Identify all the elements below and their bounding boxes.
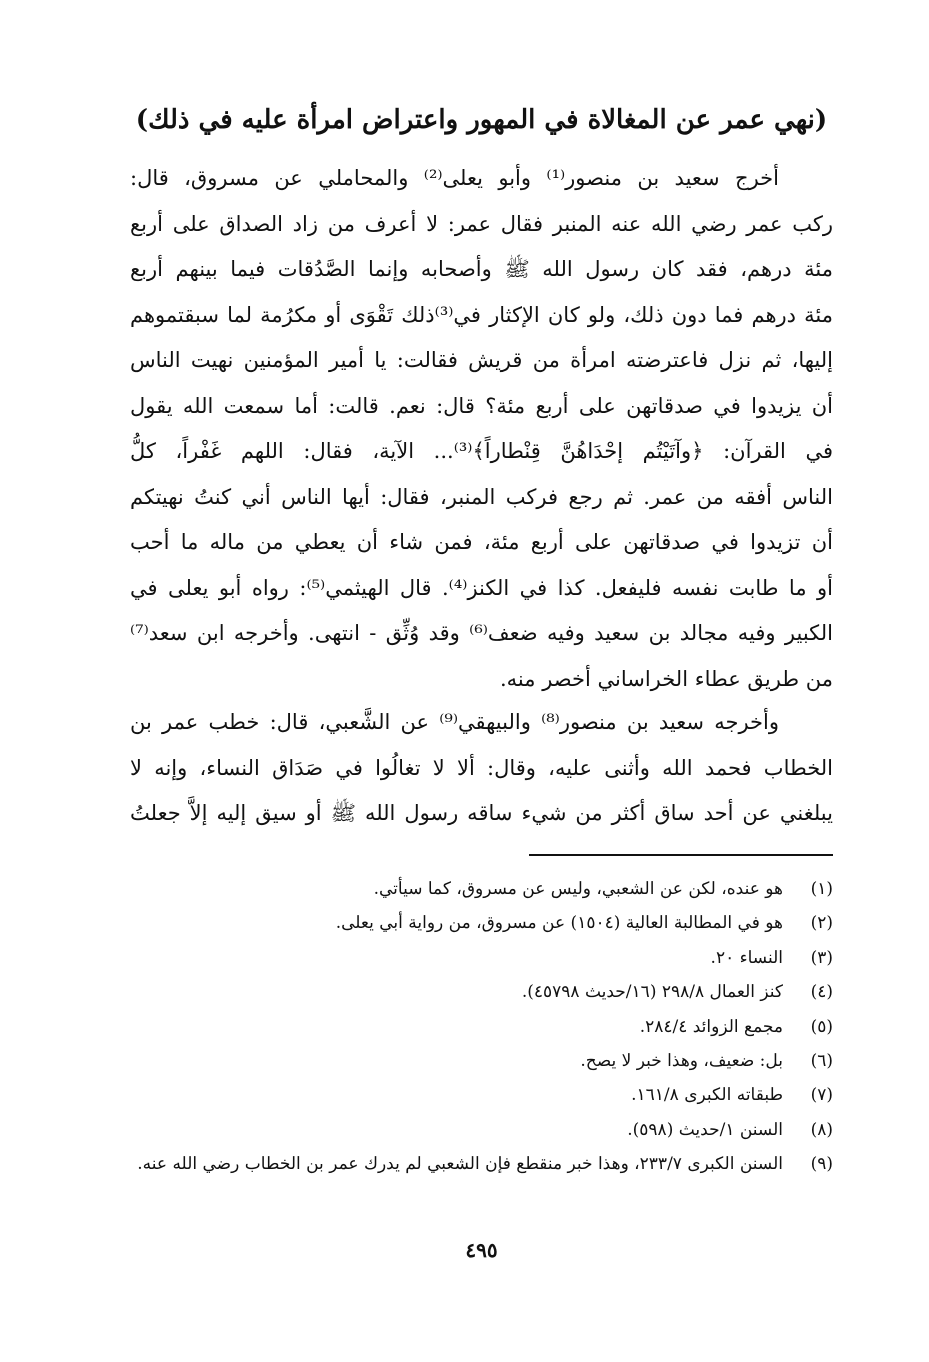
- text-line: الكبير وفيه مجالد بن سعيد وفيه ضعف⁽⁶⁾ وقد وُثِّق - انتهى. وأخرجه ابن سعد⁽⁷⁾: [130, 621, 833, 645]
- footnote-item: [130, 1113, 833, 1147]
- text-line: أن تزيدوا في صدقاتهن على أربع مئة، فمن شاء أن يعطي من ماله ما أحب: [130, 530, 833, 554]
- footnote-number: (٤): [810, 982, 833, 1003]
- footnote-item: [130, 941, 833, 975]
- text-line: يبلغني عن أحد ساق أكثر من شيء ساقه رسول الله ﷺ أو سيق إليه إلاَّ جعلتُ: [130, 801, 833, 825]
- footnote-item: [130, 906, 833, 940]
- text-line: مئة درهم، فقد كان رسول الله ﷺ وأصحابه وإنما الصَّدُقات فيما بينهم أربع: [130, 257, 833, 281]
- footnote-number: (٩): [810, 1154, 833, 1175]
- page-number: ٤٩٥: [465, 1238, 498, 1262]
- footnote-item: [130, 872, 833, 906]
- footnote-text: السنن ١/حديث (٥٩٨).: [627, 1119, 783, 1140]
- text-line: إليها، ثم نزل فاعترضته امرأة من قريش فقالت: يا أمير المؤمنين نهيت الناس: [130, 348, 833, 372]
- section-heading: (نهي عمر عن المغالاة في المهور واعتراض امرأة عليه في ذلك): [135, 105, 828, 135]
- footnote-divider: [529, 854, 833, 856]
- text-line: من طريق عطاء الخراساني أخصر منه.: [500, 666, 833, 691]
- footnote-item: [130, 1044, 833, 1078]
- footnote-text: مجمع الزوائد ٢٨٤/٤.: [639, 1016, 783, 1037]
- footnote-text: بل: ضعيف، وهذا خبر لا يصح.: [580, 1050, 783, 1071]
- text-line: مئة درهم فما دون ذلك، ولو كان الإكثار في⁽³⁾ذلك تَقْوَى أو مكرُمة لما سبقتموهم: [130, 302, 833, 327]
- footnote-number: (٦): [810, 1050, 833, 1071]
- text-line: الناس أفقه من عمر. ثم رجع فركب المنبر، فقال: أيها الناس أني كنتُ نهيتكم: [130, 484, 833, 509]
- book-page: [130, 0, 833, 1362]
- paragraph-1: [130, 156, 833, 702]
- footnote-number: (٥): [810, 1016, 833, 1037]
- footnote-number: (١): [810, 879, 833, 899]
- footnote-item: [130, 1078, 833, 1112]
- footnote-item: [130, 975, 833, 1009]
- text-line: الخطاب فحمد الله وأثنى عليه، وقال: ألا لا تغالُوا في صَدَاق النساء، وإنه لا: [130, 755, 833, 780]
- footnote-number: (٧): [810, 1085, 833, 1106]
- footnote-text: هو عنده، لكن عن الشعبي، وليس عن مسروق، كما سيأتي.: [373, 879, 783, 899]
- footnote-text: طبقاته الكبرى ١٦١/٨.: [631, 1085, 783, 1106]
- text-line: أخرج سعيد بن منصور⁽¹⁾ وأبو يعلى⁽²⁾ والمحاملي عن مسروق، قال:: [130, 166, 779, 190]
- paragraph-2: [130, 700, 833, 837]
- footnote-text: هو في المطالبة العالية (١٥٠٤) عن مسروق، من رواية أبي يعلى.: [335, 913, 783, 934]
- footnote-number: (٣): [810, 947, 833, 968]
- text-line: في القرآن: ﴿وآتَيْتُم إحْدَاهُنَّ قِنْطاراً﴾⁽³⁾... الآية، فقال: اللهم غَفْراً، كلُّ: [130, 439, 833, 463]
- footnote-text: السنن الكبرى ٢٣٣/٧، وهذا خبر منقطع فإن الشعبي لم يدرك عمر بن الخطاب رضي الله عنه.: [137, 1154, 783, 1175]
- footnote-number: (٢): [810, 913, 833, 934]
- text-line: وأخرجه سعيد بن منصور⁽⁸⁾ والبيهقي⁽⁹⁾ عن الشَّعبي، قال: خطب عمر بن: [130, 710, 779, 734]
- footnotes-list: [130, 872, 833, 1181]
- footnote-item: [130, 1147, 833, 1181]
- text-line: أن يزيدوا في صدقاتهن على أربع مئة؟ قال: نعم. قالت: أما سمعت الله يقول: [130, 393, 833, 418]
- footnote-text: النساء ٢٠.: [710, 947, 783, 968]
- text-line: أو ما طابت نفسه فليفعل. كذا في الكنز⁽⁴⁾. قال الهيثمي⁽⁵⁾: رواه أبو يعلى في: [130, 575, 833, 600]
- footnote-item: [130, 1010, 833, 1044]
- footnote-number: (٨): [810, 1119, 833, 1140]
- text-line: ركب عمر رضي الله عنه المنبر فقال عمر: لا أعرف من زاد الصداق على أربع: [130, 211, 833, 236]
- footnote-text: كنز العمال ٢٩٨/٨ (١٦/حديث ٤٥٧٩٨).: [521, 982, 783, 1003]
